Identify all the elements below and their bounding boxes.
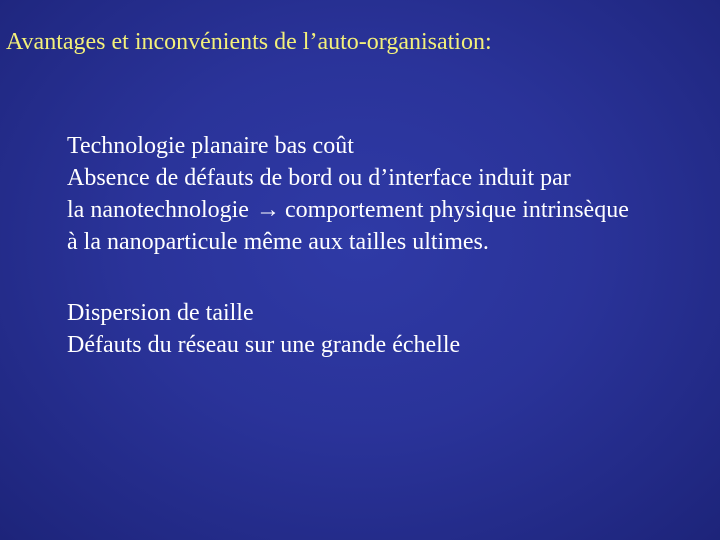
advantage-line-1: Technologie planaire bas coût: [67, 133, 354, 159]
advantage-line-3: [67, 194, 629, 226]
disadvantage-line-1: Dispersion de taille: [67, 300, 254, 326]
arrow-right-icon: →: [255, 197, 280, 223]
disadvantage-line-2: Défauts du réseau sur une grande échelle: [67, 332, 461, 358]
advantage-line-3-end: comportement physique intrinsèque: [284, 197, 629, 223]
advantage-line-2: Absence de défauts de bord ou d’interface induit par: [67, 165, 571, 191]
advantages-block: [67, 130, 629, 258]
disadvantages-block: [67, 297, 460, 361]
advantage-line-4: à la nanoparticule même aux tailles ultimes.: [67, 229, 489, 255]
advantage-line-3-start: la nanotechnologie: [67, 197, 249, 223]
slide-title: Avantages et inconvénients de l’auto-organisation:: [6, 29, 492, 55]
